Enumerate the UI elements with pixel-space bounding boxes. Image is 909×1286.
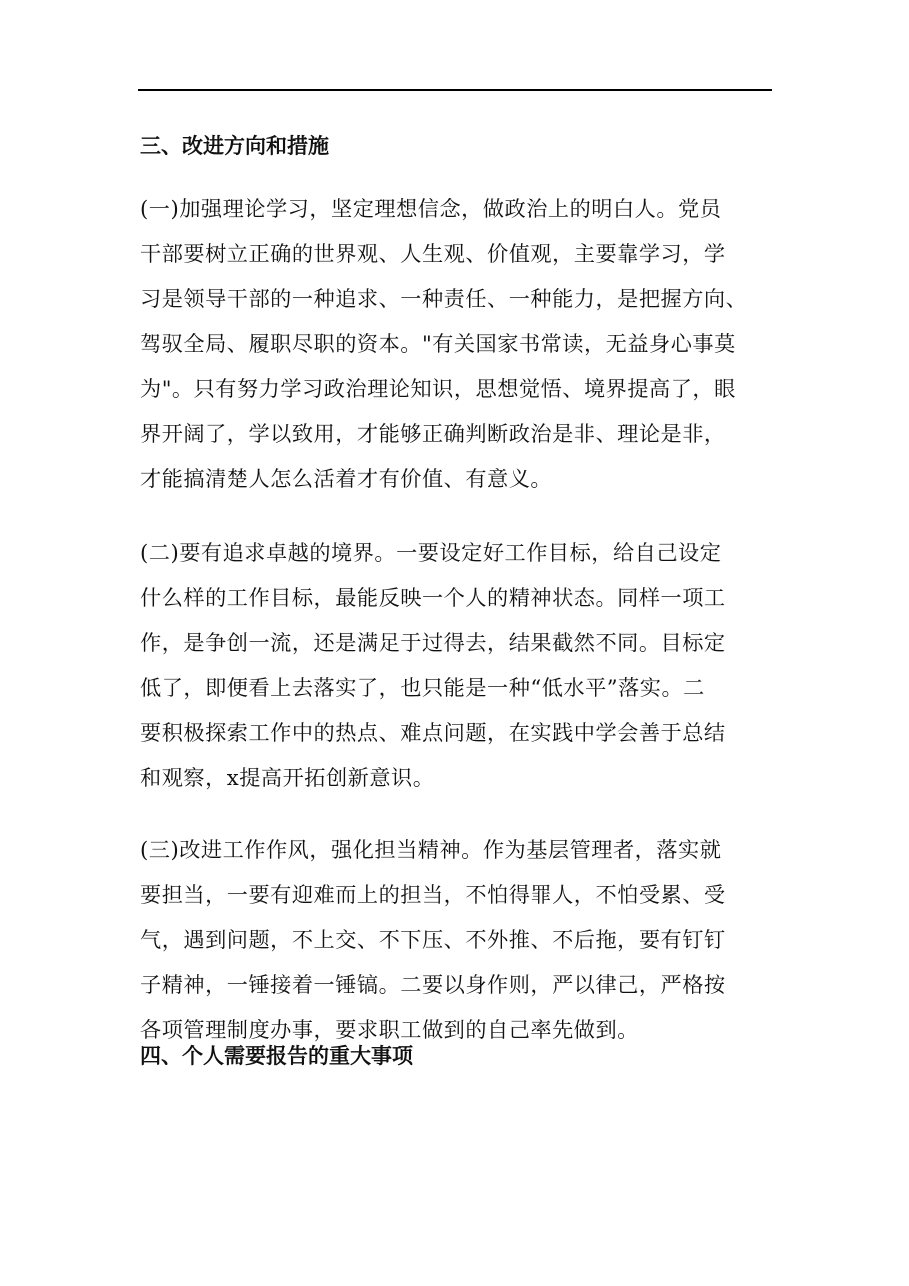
section-3-heading: 三、改进方向和措施: [140, 134, 329, 158]
paragraph-line: (一)加强理论学习，坚定理想信念，做政治上的明白人。党员: [140, 196, 722, 221]
paragraph-line: 子精神，一锤接着一锤镐。二要以身作则，严以律己，严格按: [140, 972, 726, 997]
paragraph-3: [140, 827, 780, 1052]
paragraph-line: 什么样的工作目标，最能反映一个人的精神状态。同样一项工: [140, 585, 726, 610]
paragraph-line: 要积极探索工作中的热点、难点问题，在实践中学会善于总结: [140, 720, 726, 745]
paragraph-line: 各项管理制度办事，要求职工做到的自己率先做到。: [140, 1017, 639, 1042]
paragraph-1: [140, 186, 780, 501]
paragraph-2: [140, 530, 780, 800]
paragraph-line: 干部要树立正确的世界观、人生观、价值观，主要靠学习，学: [140, 241, 726, 266]
paragraph-line: (三)改进工作作风，强化担当精神。作为基层管理者，落实就: [140, 837, 722, 862]
section-4-heading: 四、个人需要报告的重大事项: [140, 1044, 413, 1068]
paragraph-line: 驾驭全局、履职尽职的资本。"有关国家书常读，无益身心事莫: [140, 331, 736, 356]
paragraph-line: 气，遇到问题，不上交、不下压、不外推、不后拖，要有钉钉: [140, 927, 726, 952]
paragraph-line: 习是领导干部的一种追求、一种责任、一种能力，是把握方向、: [140, 286, 748, 311]
paragraph-line: 和观察，x提高开拓创新意识。: [140, 765, 435, 790]
paragraph-line: 低了，即便看上去落实了，也只能是一种“低水平”落实。二: [140, 675, 705, 700]
header-rule: [138, 89, 772, 91]
paragraph-line: 界开阔了，学以致用，才能够正确判断政治是非、理论是非，: [140, 421, 726, 446]
paragraph-line: 作，是争创一流，还是满足于过得去，结果截然不同。目标定: [140, 630, 726, 655]
paragraph-line: 才能搞清楚人怎么活着才有价值、有意义。: [140, 466, 553, 491]
paragraph-line: 为"。只有努力学习政治理论知识，思想觉悟、境界提高了，眼: [140, 376, 736, 401]
paragraph-line: 要担当，一要有迎难而上的担当，不怕得罪人，不怕受累、受: [140, 882, 726, 907]
paragraph-line: (二)要有追求卓越的境界。一要设定好工作目标，给自己设定: [140, 540, 722, 565]
